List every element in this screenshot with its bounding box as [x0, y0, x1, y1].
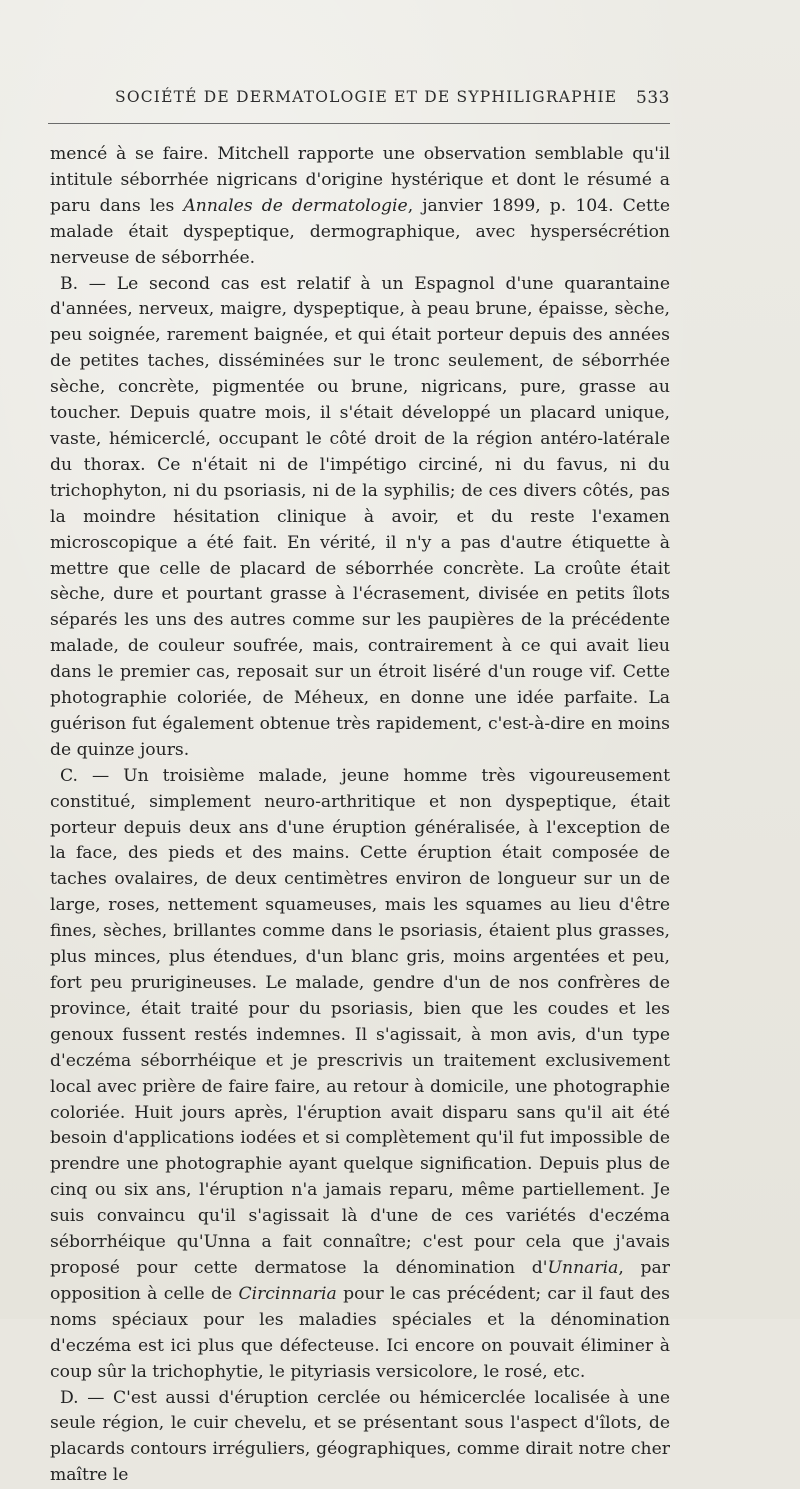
- journal-title: Annales de dermatologie: [183, 196, 407, 216]
- page-number: 533: [636, 88, 670, 108]
- paragraph-text: , par opposition à celle de: [50, 1258, 670, 1304]
- paragraph-case-c: [50, 764, 670, 1386]
- header-rule: [48, 123, 670, 124]
- term-circinnaria: Circinnaria: [238, 1284, 336, 1304]
- paragraph-text: C. — Un troisième malade, jeune homme très vigoureusement constitué, simplement neuro-arthritique et non dyspeptique, était porteur depuis deux ans d'une éruption généralisée, à l'exception de la face, des pieds et des mains. Cette éruption était composée de taches ovalaires, de deux centimètres environ de longueur sur un de large, roses, nettement squameuses, mais les squames au lieu d'être fines, sèches, brillantes comme dans le psoriasis, étaient plus grasses, plus minces, plus étendues, d'un blanc gris, moins argentées et peu, fort peu prurigineuses. Le malade, gendre d'un de nos confrères de province, était traité pour du psoriasis, bien que les coudes et les genoux fussent restés indemnes. Il s'agissait, à mon avis, d'un type d'eczéma séborrhéique et je prescrivis un traitement exclusivement local avec prière de faire faire, au retour à domicile, une photographie coloriée. Huit jours après, l'éruption avait disparu sans qu'il ait été besoin d'applications iodées et si complètement qu'il fut impossible de prendre une photographie ayant quelque signification. Depuis plus de cinq ou six ans, l'éruption n'a jamais reparu, même partiellement. Je suis convaincu qu'il s'agissait là d'une de ces variétés d'eczéma séborrhéique qu'Unna a fait connaître; c'est pour cela que j'avais proposé pour cette dermatose la dénomination d': [50, 766, 670, 1278]
- paragraph-case-b: B. — Le second cas est relatif à un Espagnol d'une quarantaine d'années, nerveux, maigre, dyspeptique, à peau brune, épaisse, sèche, peu soignée, rarement baignée, et qui était porteur depuis des années de petites taches, disséminées sur le tronc seulement, de séborrhée sèche, concrète, pigmentée ou brune, nigricans, pure, grasse au toucher. Depuis quatre mois, il s'était développé un placard unique, vaste, hémicerclé, occupant le côté droit de la région antéro-latérale du thorax. Ce n'était ni de l'impétigo circiné, ni du favus, ni du trichophyton, ni du psoriasis, ni de la syphilis; de ces divers côtés, pas la moindre hésitation clinique à avoir, et du reste l'examen microscopique a été fait. En vérité, il n'y a pas d'autre étiquette à mettre que celle de placard de séborrhée concrète. La croûte était sèche, dure et pourtant grasse à l'écrasement, divisée en petits îlots séparés les uns des autres comme sur les paupières de la précédente malade, de couleur soufrée, mais, contrairement à ce qui avait lieu dans le premier cas, reposait sur un étroit liséré d'un rouge vif. Cette photographie coloriée, de Méheux, en donne une idée parfaite. La guérison fut également obtenue très rapidement, c'est-à-dire en moins de quinze jours.: [50, 272, 670, 764]
- running-header: [105, 88, 670, 114]
- running-title: SOCIÉTÉ DE DERMATOLOGIE ET DE SYPHILIGRAPHIE: [115, 88, 617, 106]
- body-text: [50, 142, 670, 1489]
- paragraph-case-d: D. — C'est aussi d'éruption cerclée ou hémicerclée localisée à une seule région, le cuir chevelu, et se présentant sous l'aspect d'îlots, de placards contours irréguliers, géographiques, comme dirait notre cher maître le: [50, 1386, 670, 1489]
- paragraph-continuation: [50, 142, 670, 272]
- term-unnaria: Unnaria: [548, 1258, 619, 1278]
- paragraph-text: , janvier 1899, p. 104. Cette malade était dyspeptique, dermographique, avec hyspersécrétion nerveuse de séborrhée.: [50, 196, 670, 268]
- paragraph-text: mencé à se faire. Mitchell rapporte une observation semblable qu'il intitule séborrhée nigricans d'origine hystérique et dont le résumé a paru dans les: [50, 144, 670, 216]
- paragraph-text: pour le cas précédent; car il faut des noms spéciaux pour les maladies spéciales et la dénomination d'eczéma est ici plus que défecteuse. Ici encore on pouvait éliminer à coup sûr la trichophytie, le pityriasis versicolore, le rosé, etc.: [50, 1284, 670, 1382]
